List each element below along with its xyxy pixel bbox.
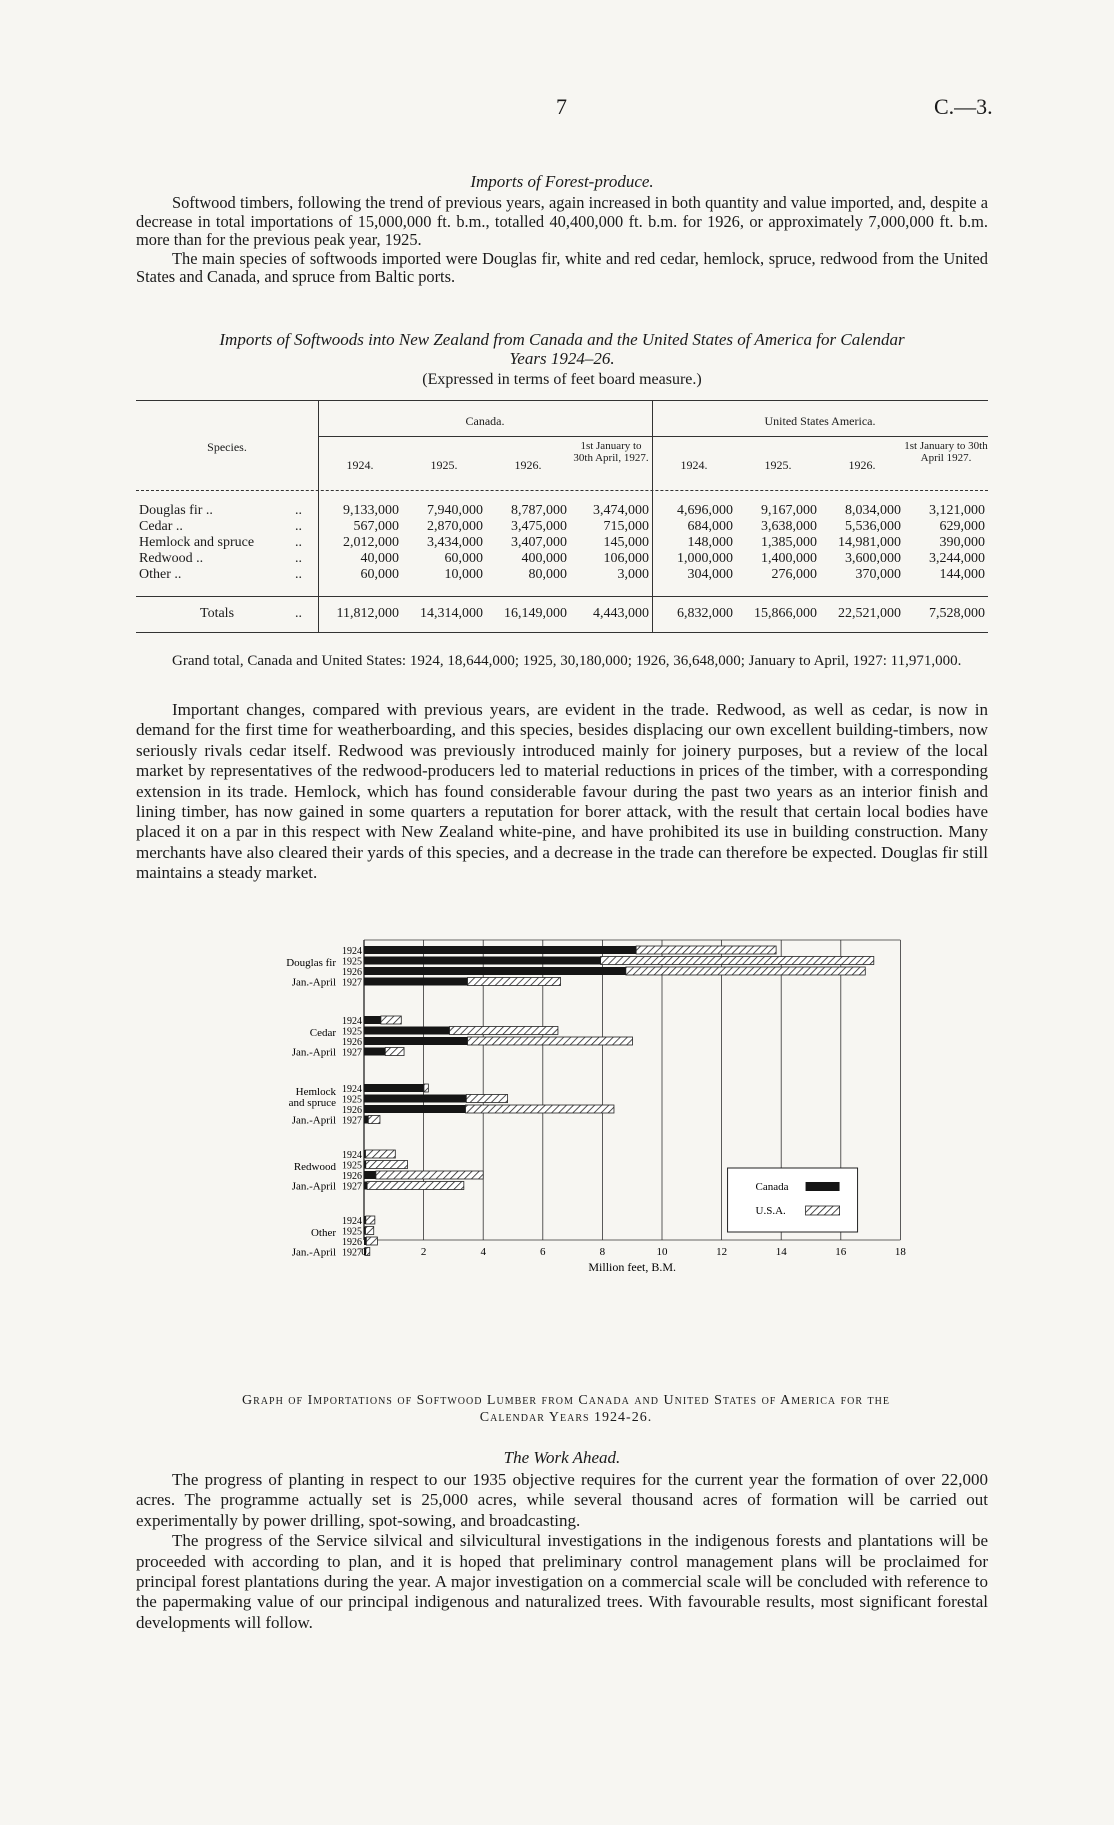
- table-title-line-2: Years 1924–26.: [509, 349, 615, 368]
- cell: 2,012,000: [343, 535, 399, 550]
- bar-year-label: 1926: [342, 1171, 362, 1182]
- cell: 1,400,000: [761, 551, 817, 566]
- col-canada-1924: 1924.: [346, 458, 374, 472]
- bar-usa: [636, 946, 776, 954]
- cell: 3,475,000: [511, 519, 567, 534]
- bar-usa: [366, 1237, 377, 1245]
- cell: 370,000: [855, 567, 901, 582]
- col-canada-1927: 1st January to 30th April, 1927.: [573, 440, 649, 464]
- cell: 14,981,000: [838, 535, 901, 550]
- period-label: Jan.-April: [291, 1114, 336, 1127]
- period-label: Jan.-April: [291, 1180, 336, 1193]
- bar-usa: [385, 1048, 404, 1056]
- cell: 9,167,000: [761, 503, 817, 518]
- col-canada-1925: 1925.: [430, 458, 458, 472]
- row-species: Other ..: [139, 567, 182, 582]
- table-row: [136, 519, 988, 535]
- group-label: Douglas fir: [286, 956, 336, 969]
- imports-table-body: [136, 503, 988, 583]
- bar-usa: [366, 1161, 408, 1169]
- period-label: Jan.-April: [291, 1046, 336, 1059]
- cell: 3,244,000: [929, 551, 985, 566]
- bar-year-label: 1925: [342, 1160, 362, 1172]
- cell: 629,000: [939, 519, 985, 534]
- totals-label: Totals: [200, 606, 235, 621]
- x-tick-label: 4: [480, 1246, 486, 1258]
- legend-box: [728, 1168, 858, 1232]
- bar-usa: [450, 1027, 558, 1035]
- cell: 106,000: [603, 551, 649, 566]
- row-dots: ..: [295, 503, 302, 518]
- x-tick-label: 0: [361, 1246, 367, 1258]
- bar-canada: [364, 1116, 368, 1124]
- table-row: [136, 503, 988, 519]
- cell: 10,000: [444, 567, 483, 582]
- bar-year-label: 1927: [342, 1047, 362, 1059]
- period-label: Jan.-April: [291, 976, 336, 989]
- bar-year-label: 1925: [342, 1226, 362, 1238]
- cell: 2,870,000: [427, 519, 483, 534]
- row-dots: ..: [295, 567, 302, 582]
- legend-label-usa: U.S.A.: [755, 1205, 786, 1217]
- bar-usa: [466, 1105, 614, 1113]
- bar-canada: [364, 946, 636, 954]
- page-number: 7: [556, 94, 567, 119]
- work-ahead-heading: The Work Ahead.: [503, 1448, 621, 1467]
- bar-year-label: 1926: [342, 1237, 362, 1248]
- total-cell: 14,314,000: [420, 606, 483, 621]
- bar-canada: [364, 1027, 450, 1035]
- bar-year-label: 1924: [342, 946, 362, 957]
- legend-label-canada: Canada: [755, 1181, 789, 1193]
- x-tick-label: 18: [894, 1246, 906, 1258]
- cell: 3,434,000: [427, 535, 483, 550]
- imports-chart: [236, 940, 906, 1380]
- bar-year-label: 1927: [342, 1115, 362, 1127]
- chart-legend: [728, 1168, 858, 1232]
- bar-year-label: 1927: [342, 977, 362, 989]
- cell: 3,600,000: [845, 551, 901, 566]
- row-species: Redwood ..: [139, 551, 204, 566]
- col-usa-1926: 1926.: [848, 458, 876, 472]
- bar-usa: [366, 1150, 396, 1158]
- cell: 684,000: [687, 519, 733, 534]
- bar-year-label: 1926: [342, 1105, 362, 1116]
- bar-usa: [376, 1171, 483, 1179]
- bar-year-label: 1925: [342, 1026, 362, 1038]
- bar-year-label: 1924: [342, 1216, 362, 1227]
- chart-caption: Graph of Importations of Softwood Lumber from Canada and United States of America for the Calendar Years 1924-26.: [242, 1393, 890, 1425]
- x-tick-label: 10: [656, 1246, 668, 1258]
- bar-usa: [468, 1037, 633, 1045]
- cell: 3,000: [617, 567, 649, 582]
- bar-canada: [364, 957, 601, 965]
- cell: 1,385,000: [761, 535, 817, 550]
- document-code: C.—3.: [934, 94, 993, 119]
- bar-usa: [466, 1095, 507, 1103]
- bar-canada: [364, 1037, 468, 1045]
- bar-year-label: 1925: [342, 1094, 362, 1106]
- bar-year-label: 1926: [342, 1037, 362, 1048]
- cell: 60,000: [444, 551, 483, 566]
- chart-labels: [286, 946, 362, 1259]
- bar-canada: [364, 1084, 424, 1092]
- column-headers: [318, 440, 988, 488]
- bar-canada: [364, 978, 468, 986]
- table-subtitle: (Expressed in terms of feet board measure.): [422, 371, 702, 388]
- imports-text: [136, 194, 988, 287]
- bar-usa: [601, 957, 874, 965]
- grand-total: [136, 652, 988, 670]
- changes-text: [136, 700, 988, 884]
- bar-usa: [366, 1216, 375, 1224]
- cell: 3,638,000: [761, 519, 817, 534]
- group-label: Redwood: [293, 1160, 336, 1173]
- bar-canada: [364, 1048, 385, 1056]
- x-tick-label: 6: [540, 1246, 546, 1258]
- cell: 1,000,000: [677, 551, 733, 566]
- cell: 8,034,000: [845, 503, 901, 518]
- cell: 80,000: [528, 567, 567, 582]
- cell: 144,000: [939, 567, 985, 582]
- period-label: Jan.-April: [291, 1246, 336, 1259]
- cell: 3,407,000: [511, 535, 567, 550]
- totals-dots: ..: [295, 606, 302, 621]
- row-dots: ..: [295, 551, 302, 566]
- x-tick-label: 14: [775, 1246, 787, 1258]
- row-species: Hemlock and spruce: [139, 535, 255, 550]
- work-ahead-paragraph-1: The progress of planting in respect to our 1935 objective requires for the current year the formation of over 22,000 acres. The programme actually set is 25,000 acres, while several thousand acres of formation will be carried out experimentally by power drilling, spot-sowing, and broadcasting.: [136, 1470, 988, 1530]
- cell: 3,121,000: [929, 503, 985, 518]
- bar-usa: [368, 1116, 380, 1124]
- bar-canada: [364, 1095, 466, 1103]
- bar-canada: [364, 967, 626, 975]
- cell: 715,000: [603, 519, 649, 534]
- cell: 8,787,000: [511, 503, 567, 518]
- bar-usa: [468, 978, 561, 986]
- total-cell: 22,521,000: [838, 606, 901, 621]
- x-tick-label: 16: [835, 1246, 847, 1258]
- cell: 60,000: [360, 567, 399, 582]
- total-cell: 6,832,000: [677, 606, 733, 621]
- row-species: Cedar ..: [139, 519, 183, 534]
- bar-canada: [364, 1105, 466, 1113]
- bar-canada: [364, 1016, 381, 1024]
- bar-year-label: 1926: [342, 967, 362, 978]
- imports-heading: Imports of Forest-produce.: [470, 172, 654, 191]
- legend-swatch-usa: [806, 1206, 840, 1215]
- cell: 567,000: [353, 519, 399, 534]
- bar-usa: [367, 1182, 464, 1190]
- col-usa-1924: 1924.: [680, 458, 708, 472]
- cell: 5,536,000: [845, 519, 901, 534]
- usa-group-header: United States America.: [764, 414, 876, 428]
- table-title-line-1: Imports of Softwoods into New Zealand from Canada and the United States of America for Calendar: [219, 330, 905, 349]
- total-cell: 16,149,000: [504, 606, 567, 621]
- cell: 3,474,000: [593, 503, 649, 518]
- row-dots: ..: [295, 519, 302, 534]
- bar-year-label: 1924: [342, 1150, 362, 1161]
- species-header: Species.: [207, 440, 247, 454]
- imports-paragraph-2: The main species of softwoods imported were Douglas fir, white and red cedar, hemlock, spruce, redwood from the United States and Canada, and spruce from Baltic ports.: [136, 248, 988, 287]
- chart-x-axis-label: Million feet, B.M.: [588, 1260, 677, 1274]
- cell: 9,133,000: [343, 503, 399, 518]
- total-cell: 7,528,000: [929, 606, 985, 621]
- cell: 400,000: [521, 551, 567, 566]
- bar-year-label: 1927: [342, 1247, 362, 1259]
- cell: 148,000: [687, 535, 733, 550]
- chart-x-ticks: [361, 1246, 906, 1258]
- totals-row: [136, 606, 988, 622]
- bar-usa: [424, 1084, 428, 1092]
- bar-usa: [366, 1227, 374, 1235]
- table-row: [136, 551, 988, 567]
- row-dots: ..: [295, 535, 302, 550]
- legend-swatch-canada: [806, 1182, 840, 1191]
- total-cell: 4,443,000: [593, 606, 649, 621]
- bar-year-label: 1924: [342, 1084, 362, 1095]
- bar-canada: [364, 1171, 376, 1179]
- x-tick-label: 8: [599, 1246, 606, 1258]
- cell: 4,696,000: [677, 503, 733, 518]
- x-tick-label: 12: [716, 1246, 728, 1258]
- total-cell: 11,812,000: [336, 606, 399, 621]
- grand-total-text: Grand total, Canada and United States: 1924, 18,644,000; 1925, 30,180,000; 1926, 36,648,000; January to April, 1927: 11,971,000.: [172, 653, 962, 669]
- cell: 390,000: [939, 535, 985, 550]
- table-row: [136, 535, 988, 551]
- x-tick-label: 2: [420, 1246, 427, 1258]
- bar-usa: [381, 1016, 401, 1024]
- work-ahead-text: [136, 1470, 988, 1633]
- table-row: [136, 567, 988, 583]
- group-label: Cedar: [309, 1026, 336, 1039]
- bar-canada: [364, 1182, 367, 1190]
- bar-year-label: 1925: [342, 956, 362, 968]
- canada-group-header: Canada.: [465, 414, 505, 428]
- imports-paragraph-1: Softwood timbers, following the trend of previous years, again increased in both quantity and value imported, and, despite a decrease in total importations of 15,000,000 ft. b.m., totalled 40,400,000 ft. b.m. for 1926, or approximately 7,000,000 ft. b.m. more than for the previous peak year, 1925.: [136, 193, 988, 250]
- bar-year-label: 1924: [342, 1016, 362, 1027]
- bar-usa: [626, 967, 865, 975]
- total-cell: 15,866,000: [754, 606, 817, 621]
- col-canada-1926: 1926.: [514, 458, 542, 472]
- col-usa-1925: 1925.: [764, 458, 792, 472]
- group-label: Other: [310, 1226, 336, 1239]
- cell: 276,000: [771, 567, 817, 582]
- cell: 145,000: [603, 535, 649, 550]
- changes-paragraph: Important changes, compared with previous years, are evident in the trade. Redwood, as well as cedar, is now in demand for the first time for weatherboarding, and this species, besides displacing our own excellent building-timbers, now seriously rivals cedar itself. Redwood was previously introduced mainly for joinery purposes, but a review of the local market by representatives of the redwood-producers led to material reductions in prices of the timber, with a corresponding extension in its trade. Hemlock, which has found considerable favour during the past two years as an interior finish and lining timber, has now gained in some quarters a reputation for borer attack, with the result that certain local bodies have placed it on a par in this respect with New Zealand white-pine, and have prohibited its use in building construction. Many merchants have also cleared their yards of this species, and a decrease in the trade can therefore be expected. Douglas fir still maintains a steady market.: [136, 700, 988, 883]
- cell: 7,940,000: [427, 503, 483, 518]
- table-title: [126, 330, 998, 368]
- work-ahead-paragraph-2: The progress of the Service silvical and silvicultural investigations in the indigenous forests and plantations will be proceeded with according to plan, and it is hoped that preliminary control management plans will be proclaimed for principal forest plantations during the year. A major investigation on a commercial scale will be concluded with reference to the papermaking value of our principal indigenous and naturalized trees. With favourable results, most significant forestal developments will follow.: [136, 1531, 988, 1632]
- cell: 304,000: [687, 567, 733, 582]
- row-species: Douglas fir ..: [139, 503, 213, 518]
- group-label: Hemlock: [295, 1085, 336, 1098]
- cell: 40,000: [360, 551, 399, 566]
- bar-year-label: 1927: [342, 1181, 362, 1193]
- group-label: and spruce: [288, 1096, 336, 1109]
- col-usa-1927: 1st January to 30th April 1927.: [904, 440, 988, 464]
